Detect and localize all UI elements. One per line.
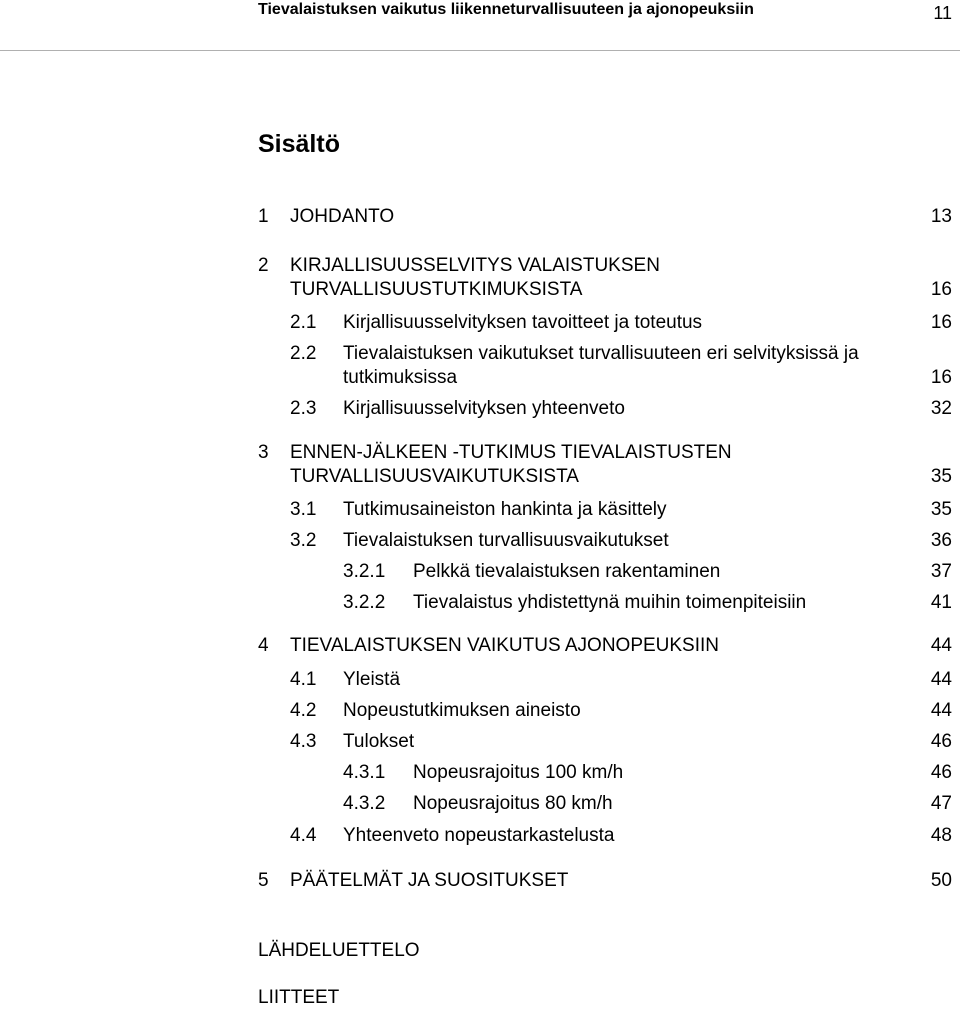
toc-entry-page: 16 <box>930 367 952 388</box>
toc-entry-label: Kirjallisuusselvityksen tavoitteet ja toteutus <box>343 312 703 333</box>
toc-entry-page: 50 <box>930 870 952 891</box>
toc-entry-number: 5 <box>258 870 269 891</box>
toc-entry-page: 16 <box>930 279 952 300</box>
toc-entry-number: 4.3.1 <box>343 762 386 783</box>
toc-entry-page: 36 <box>930 530 952 551</box>
toc-entry-number: 3.2.2 <box>343 592 386 613</box>
toc-entry-page: 35 <box>930 466 952 487</box>
toc-entry-page: 44 <box>930 635 952 656</box>
toc-entry-label: Nopeustutkimuksen aineisto <box>343 700 581 721</box>
toc-entry-number: 3.2.1 <box>343 561 386 582</box>
toc-entry-page: 41 <box>930 592 952 613</box>
toc-entry-label: Tulokset <box>343 731 415 752</box>
toc-entry-label: KIRJALLISUUSSELVITYS VALAISTUKSEN <box>290 255 660 276</box>
toc-entry-label: Tievalaistuksen turvallisuusvaikutukset <box>343 530 669 551</box>
toc-entry-page: 47 <box>930 793 952 814</box>
toc-entry-label: Yleistä <box>343 669 401 690</box>
toc-entry-number: 3.1 <box>290 499 317 520</box>
toc-entry-number: 1 <box>258 206 269 227</box>
toc-entry-page: 13 <box>930 206 952 227</box>
toc-entry-number: 3.2 <box>290 530 317 551</box>
toc-entry-label-cont: tutkimuksissa <box>343 367 458 388</box>
toc-heading: Sisältö <box>258 130 340 158</box>
toc-entry-number: 4.4 <box>290 825 317 846</box>
toc-entry-number: 2 <box>258 255 269 276</box>
toc-entry-label: PÄÄTELMÄT JA SUOSITUKSET <box>290 870 569 891</box>
toc-entry-label: Tutkimusaineiston hankinta ja käsittely <box>343 499 667 520</box>
page-number: 11 <box>933 3 952 23</box>
toc-entry-number: 4.1 <box>290 669 317 690</box>
toc-entry-number: 4.3.2 <box>343 793 386 814</box>
toc-entry-label: JOHDANTO <box>290 206 395 227</box>
toc-appendices[interactable]: LIITTEET <box>258 987 340 1008</box>
toc-entry-number: 4 <box>258 635 269 656</box>
toc-entry-label-cont: TURVALLISUUSTUTKIMUKSISTA <box>290 279 583 300</box>
toc-entry-page: 46 <box>930 762 952 783</box>
toc-entry-label: Nopeusrajoitus 100 km/h <box>413 762 624 783</box>
toc-entry-label: ENNEN-JÄLKEEN -TUTKIMUS TIEVALAISTUSTEN <box>290 442 732 463</box>
toc-entry-label-cont: TURVALLISUUSVAIKUTUKSISTA <box>290 466 579 487</box>
toc-entry-page: 44 <box>930 700 952 721</box>
toc-entry-page: 37 <box>930 561 952 582</box>
toc-entry-page: 48 <box>930 825 952 846</box>
toc-entry-label: Nopeusrajoitus 80 km/h <box>413 793 613 814</box>
toc-entry-page: 32 <box>930 398 952 419</box>
toc-entry-label: Tievalaistuksen vaikutukset turvallisuuteen eri selvityksissä ja <box>343 343 859 364</box>
toc-entry-label: TIEVALAISTUKSEN VAIKUTUS AJONOPEUKSIIN <box>290 635 720 656</box>
toc-entry-number: 2.3 <box>290 398 317 419</box>
toc-entry-number: 3 <box>258 442 269 463</box>
running-title: Tievalaistuksen vaikutus liikenneturvallisuuteen ja ajonopeuksiin <box>258 1 754 18</box>
toc-entry-label: Yhteenveto nopeustarkastelusta <box>343 825 615 846</box>
toc-entry-page: 46 <box>930 731 952 752</box>
toc-entry-label: Kirjallisuusselvityksen yhteenveto <box>343 398 625 419</box>
toc-entry-page: 35 <box>930 499 952 520</box>
toc-entry-number: 2.1 <box>290 312 317 333</box>
toc-references[interactable]: LÄHDELUETTELO <box>258 940 420 961</box>
toc-entry-page: 16 <box>930 312 952 333</box>
toc-entry-number: 4.2 <box>290 700 317 721</box>
toc-entry-label: Tievalaistus yhdistettynä muihin toimenpiteisiin <box>413 592 807 613</box>
toc-entry-number: 4.3 <box>290 731 317 752</box>
toc-entry-page: 44 <box>930 669 952 690</box>
toc-entry-label: Pelkkä tievalaistuksen rakentaminen <box>413 561 721 582</box>
toc-entry-number: 2.2 <box>290 343 317 364</box>
